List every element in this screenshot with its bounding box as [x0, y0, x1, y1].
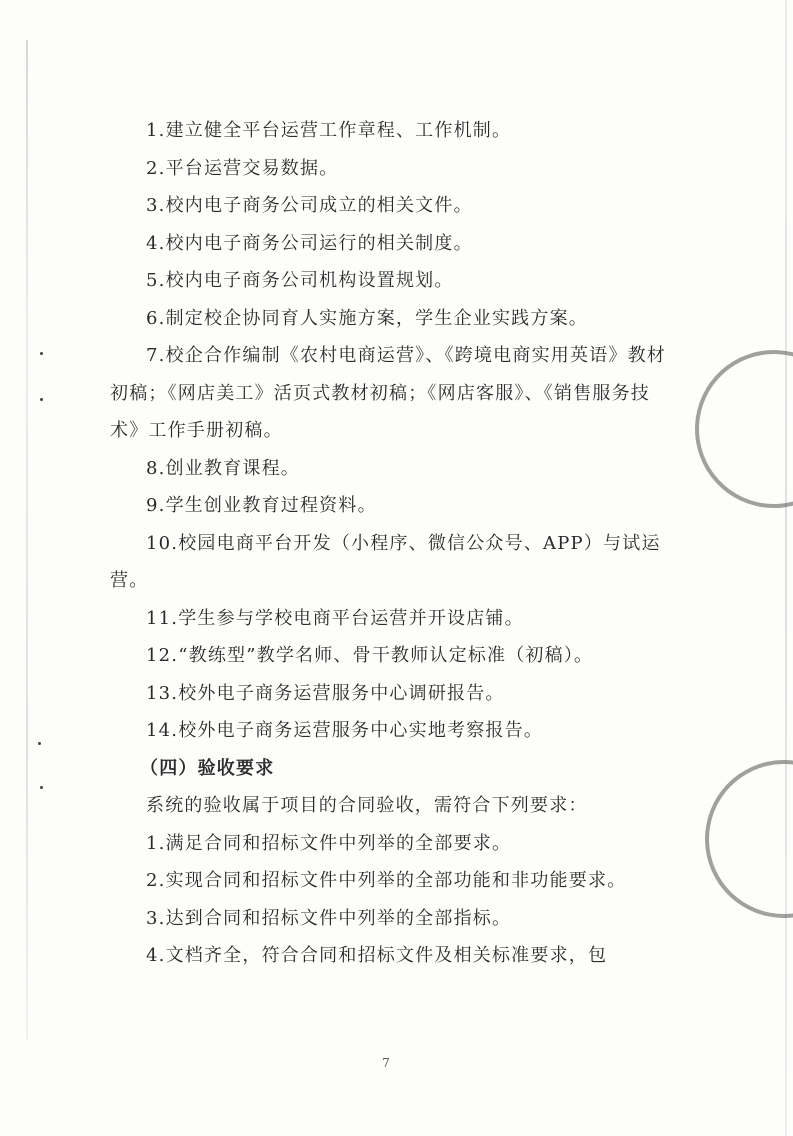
list-item: 1.建立健全平台运营工作章程、工作机制。	[146, 120, 512, 141]
list-item: 14.校外电子商务运营服务中心实地考察报告。	[146, 720, 544, 741]
scan-dot	[40, 786, 43, 789]
section-heading: （四）验收要求	[140, 757, 275, 779]
scan-edge-right	[785, 0, 787, 1136]
scan-dot	[40, 398, 43, 401]
seal-stamp-partial	[673, 328, 793, 531]
list-item: 9.学生创业教育过程资料。	[146, 495, 377, 516]
scan-edge-left	[26, 40, 28, 1040]
list-item: 12.“教练型”教学名师、骨干教师认定标准（初稿）。	[146, 645, 594, 666]
list-item: 10.校园电商平台开发（小程序、微信公众号、APP）与试运营。	[110, 532, 661, 591]
list-item: 2.平台运营交易数据。	[146, 157, 339, 179]
requirement-item: 3.达到合同和招标文件中列举的全部指标。	[146, 907, 512, 929]
scan-dot	[40, 352, 43, 355]
list-item: 8.创业教育课程。	[146, 457, 300, 479]
list-item: 4.校内电子商务公司运行的相关制度。	[146, 232, 473, 254]
requirement-item: 2.实现合同和招标文件中列举的全部功能和非功能要求。	[146, 870, 627, 891]
list-item: 5.校内电子商务公司机构设置规划。	[146, 270, 454, 291]
scan-dot	[38, 742, 41, 745]
list-item: 13.校外电子商务运营服务中心调研报告。	[146, 682, 505, 704]
list-item: 7.校企合作编制《农村电商运营》、《跨境电商实用英语》教材初稿；《网店美工》活页式教材初稿；《网店客服》、《销售服务技术》工作手册初稿。	[110, 345, 666, 441]
requirement-item: 1.满足合同和招标文件中列举的全部要求。	[146, 832, 512, 854]
document-body	[110, 112, 670, 975]
section-intro: 系统的验收属于项目的合同验收，需符合下列要求：	[146, 795, 588, 816]
list-item: 11.学生参与学校电商平台运营并开设店铺。	[146, 607, 524, 629]
seal-stamp-partial	[692, 747, 793, 930]
list-item: 6.制定校企协同育人实施方案，学生企业实践方案。	[146, 307, 588, 329]
page-number: 7	[382, 1056, 390, 1070]
list-item: 3.校内电子商务公司成立的相关文件。	[146, 195, 473, 216]
requirement-item: 4.文档齐全，符合合同和招标文件及相关标准要求，包	[146, 945, 608, 966]
